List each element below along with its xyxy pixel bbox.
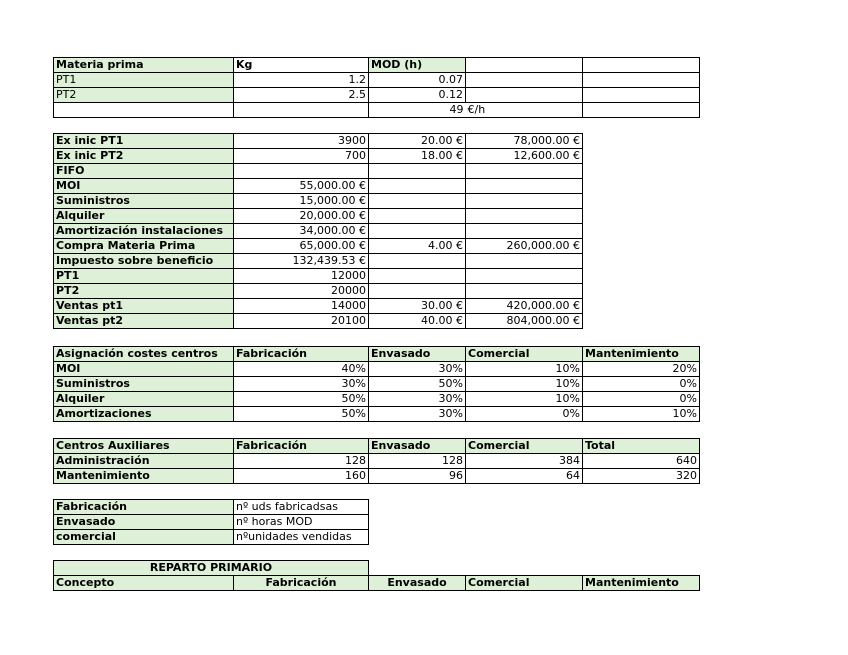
- header-cell[interactable]: Envasado: [369, 439, 466, 454]
- value-cell[interactable]: 10%: [466, 377, 583, 392]
- header-cell[interactable]: [583, 58, 700, 73]
- value-cell[interactable]: [583, 103, 700, 118]
- value-cell[interactable]: 12,600.00 €: [466, 149, 583, 164]
- value-cell[interactable]: 50%: [369, 377, 466, 392]
- value-cell[interactable]: 128: [369, 454, 466, 469]
- datos-table: [53, 133, 583, 329]
- row-label-cell[interactable]: PT2: [54, 284, 234, 299]
- row-label-cell[interactable]: Ventas pt2: [54, 314, 234, 329]
- value-cell[interactable]: [466, 254, 583, 269]
- value-cell[interactable]: [466, 88, 583, 103]
- value-cell[interactable]: [369, 194, 466, 209]
- value-cell[interactable]: [54, 103, 234, 118]
- value-cell[interactable]: 49: [369, 103, 466, 118]
- value-cell[interactable]: 65,000.00 €: [234, 239, 369, 254]
- value-cell[interactable]: 30%: [369, 407, 466, 422]
- value-cell[interactable]: 40%: [234, 362, 369, 377]
- value-cell[interactable]: [466, 284, 583, 299]
- table-header-row: [54, 347, 700, 362]
- value-cell[interactable]: 10%: [583, 407, 700, 422]
- header-cell[interactable]: Total: [583, 439, 700, 454]
- header-cell[interactable]: Comercial: [466, 347, 583, 362]
- row-label-cell[interactable]: Ex inic PT1: [54, 134, 234, 149]
- reparto-primario-title[interactable]: REPARTO PRIMARIO: [54, 561, 369, 576]
- table-header-row: [54, 439, 700, 454]
- table-row: [54, 134, 583, 149]
- header-cell[interactable]: [466, 58, 583, 73]
- value-cell[interactable]: 96: [369, 469, 466, 484]
- row-label-cell[interactable]: Alquiler: [54, 392, 234, 407]
- row-label-cell[interactable]: Suministros: [54, 377, 234, 392]
- value-cell[interactable]: 0%: [583, 377, 700, 392]
- table-row: [54, 149, 583, 164]
- row-label-cell[interactable]: Impuesto sobre beneficio: [54, 254, 234, 269]
- value-cell[interactable]: [466, 269, 583, 284]
- table-row: [54, 515, 369, 530]
- table-row: [54, 284, 583, 299]
- value-cell[interactable]: 30.00 €: [369, 299, 466, 314]
- table-row: [54, 299, 583, 314]
- value-cell[interactable]: 160: [234, 469, 369, 484]
- value-cell[interactable]: nº uds fabricadsas: [234, 500, 369, 515]
- value-cell[interactable]: [466, 179, 583, 194]
- value-cell[interactable]: [234, 164, 369, 179]
- table-row: [54, 530, 369, 545]
- value-cell[interactable]: [369, 269, 466, 284]
- header-cell[interactable]: Envasado: [369, 347, 466, 362]
- value-cell[interactable]: 20000: [234, 284, 369, 299]
- table-row: [54, 454, 700, 469]
- row-label-cell[interactable]: Amortizaciones: [54, 407, 234, 422]
- value-cell[interactable]: 0.07: [369, 73, 466, 88]
- value-cell[interactable]: nº horas MOD: [234, 515, 369, 530]
- value-cell[interactable]: [369, 209, 466, 224]
- empty-cell: [369, 561, 466, 576]
- row-label-cell[interactable]: Administración: [54, 454, 234, 469]
- value-cell[interactable]: [466, 194, 583, 209]
- table-row: [54, 392, 700, 407]
- value-cell[interactable]: 128: [234, 454, 369, 469]
- value-cell[interactable]: 20.00 €: [369, 134, 466, 149]
- row-label-cell[interactable]: comercial: [54, 530, 234, 545]
- value-cell[interactable]: 14000: [234, 299, 369, 314]
- value-cell[interactable]: 320: [583, 469, 700, 484]
- table-title-row: [54, 561, 700, 576]
- row-label-cell[interactable]: Amortización instalaciones: [54, 224, 234, 239]
- header-cell[interactable]: Centros Auxiliares: [54, 439, 234, 454]
- value-cell[interactable]: 50%: [234, 407, 369, 422]
- header-cell[interactable]: Materia prima: [54, 58, 234, 73]
- value-cell[interactable]: nºunidades vendidas: [234, 530, 369, 545]
- value-cell[interactable]: 34,000.00 €: [234, 224, 369, 239]
- value-cell[interactable]: 132,439.53 €: [234, 254, 369, 269]
- table-row: [54, 254, 583, 269]
- table-row: [54, 209, 583, 224]
- reparto-primario-table: [53, 560, 700, 591]
- value-cell[interactable]: 78,000.00 €: [466, 134, 583, 149]
- row-label-cell[interactable]: Alquiler: [54, 209, 234, 224]
- value-cell[interactable]: 640: [583, 454, 700, 469]
- value-cell[interactable]: 30%: [234, 377, 369, 392]
- empty-cell: [466, 561, 583, 576]
- row-label-cell[interactable]: PT1: [54, 269, 234, 284]
- value-cell[interactable]: 50%: [234, 392, 369, 407]
- table-row: [54, 469, 700, 484]
- value-cell[interactable]: 2.5: [234, 88, 369, 103]
- header-cell[interactable]: MOD (h): [369, 58, 466, 73]
- empty-cell: [583, 561, 700, 576]
- value-cell[interactable]: 64: [466, 469, 583, 484]
- value-cell[interactable]: [234, 103, 369, 118]
- header-cell[interactable]: Comercial: [466, 576, 583, 591]
- row-label-cell[interactable]: PT1: [54, 73, 234, 88]
- value-cell[interactable]: 384: [466, 454, 583, 469]
- value-cell[interactable]: 40.00 €: [369, 314, 466, 329]
- header-cell[interactable]: Envasado: [369, 576, 466, 591]
- row-label-cell[interactable]: MOI: [54, 179, 234, 194]
- value-cell[interactable]: [369, 284, 466, 299]
- row-label-cell[interactable]: Compra Materia Prima: [54, 239, 234, 254]
- table-row: [54, 88, 700, 103]
- row-label-cell[interactable]: MOI: [54, 362, 234, 377]
- table-row: [54, 194, 583, 209]
- row-label-cell[interactable]: Ex inic PT2: [54, 149, 234, 164]
- table-row: [54, 407, 700, 422]
- value-cell[interactable]: 20,000.00 €: [234, 209, 369, 224]
- value-cell[interactable]: 0.12: [369, 88, 466, 103]
- row-label-cell[interactable]: Ventas pt1: [54, 299, 234, 314]
- value-cell[interactable]: 20100: [234, 314, 369, 329]
- table-header-row: [54, 576, 700, 591]
- value-cell[interactable]: 420,000.00 €: [466, 299, 583, 314]
- value-cell[interactable]: 804,000.00 €: [466, 314, 583, 329]
- value-cell[interactable]: 10%: [466, 362, 583, 377]
- value-cell[interactable]: 4.00 €: [369, 239, 466, 254]
- row-label-cell[interactable]: Fabricación: [54, 500, 234, 515]
- row-label-cell[interactable]: FIFO: [54, 164, 234, 179]
- table-row: [54, 500, 369, 515]
- header-cell[interactable]: Comercial: [466, 439, 583, 454]
- header-cell[interactable]: Asignación costes centros: [54, 347, 234, 362]
- table-row: [54, 179, 583, 194]
- row-label-cell[interactable]: PT2: [54, 88, 234, 103]
- value-cell[interactable]: [369, 179, 466, 194]
- header-cell[interactable]: Mantenimiento: [583, 576, 700, 591]
- value-cell[interactable]: [466, 224, 583, 239]
- header-cell[interactable]: Concepto: [54, 576, 234, 591]
- value-cell[interactable]: 0%: [466, 407, 583, 422]
- header-cell[interactable]: Fabricación: [234, 347, 369, 362]
- header-cell[interactable]: Mantenimiento: [583, 347, 700, 362]
- row-label-cell[interactable]: Mantenimiento: [54, 469, 234, 484]
- value-cell[interactable]: [369, 224, 466, 239]
- value-cell[interactable]: 10%: [466, 392, 583, 407]
- value-cell[interactable]: 20%: [583, 362, 700, 377]
- value-cell[interactable]: 30%: [369, 392, 466, 407]
- value-cell[interactable]: [466, 73, 583, 88]
- asignacion-costes-table: [53, 346, 700, 422]
- header-cell[interactable]: Kg: [234, 58, 369, 73]
- table-row: [54, 269, 583, 284]
- table-row: [54, 73, 700, 88]
- table-row: [54, 239, 583, 254]
- value-cell[interactable]: [466, 209, 583, 224]
- value-cell[interactable]: [369, 164, 466, 179]
- materia-prima-table: [53, 57, 700, 118]
- table-row: [54, 314, 583, 329]
- value-cell[interactable]: 12000: [234, 269, 369, 284]
- value-cell[interactable]: 55,000.00 €: [234, 179, 369, 194]
- table-row: [54, 164, 583, 179]
- value-cell[interactable]: 700: [234, 149, 369, 164]
- value-cell[interactable]: 260,000.00 €: [466, 239, 583, 254]
- table-row: [54, 362, 700, 377]
- row-label-cell[interactable]: Envasado: [54, 515, 234, 530]
- table-header-row: [54, 58, 700, 73]
- table-row: [54, 103, 700, 118]
- header-cell[interactable]: Fabricación: [234, 576, 369, 591]
- value-cell[interactable]: 3900: [234, 134, 369, 149]
- table-row: [54, 224, 583, 239]
- centros-auxiliares-table: [53, 438, 700, 484]
- value-cell[interactable]: [583, 88, 700, 103]
- value-cell[interactable]: 15,000.00 €: [234, 194, 369, 209]
- value-cell[interactable]: 0%: [583, 392, 700, 407]
- value-cell[interactable]: 18.00 €: [369, 149, 466, 164]
- row-label-cell[interactable]: Suministros: [54, 194, 234, 209]
- value-cell[interactable]: [466, 164, 583, 179]
- unit-cell[interactable]: €/h: [466, 103, 583, 118]
- value-cell[interactable]: 30%: [369, 362, 466, 377]
- value-cell[interactable]: 1.2: [234, 73, 369, 88]
- header-cell[interactable]: Fabricación: [234, 439, 369, 454]
- table-row: [54, 377, 700, 392]
- criterios-reparto-table: [53, 499, 369, 545]
- value-cell[interactable]: [583, 73, 700, 88]
- value-cell[interactable]: [369, 254, 466, 269]
